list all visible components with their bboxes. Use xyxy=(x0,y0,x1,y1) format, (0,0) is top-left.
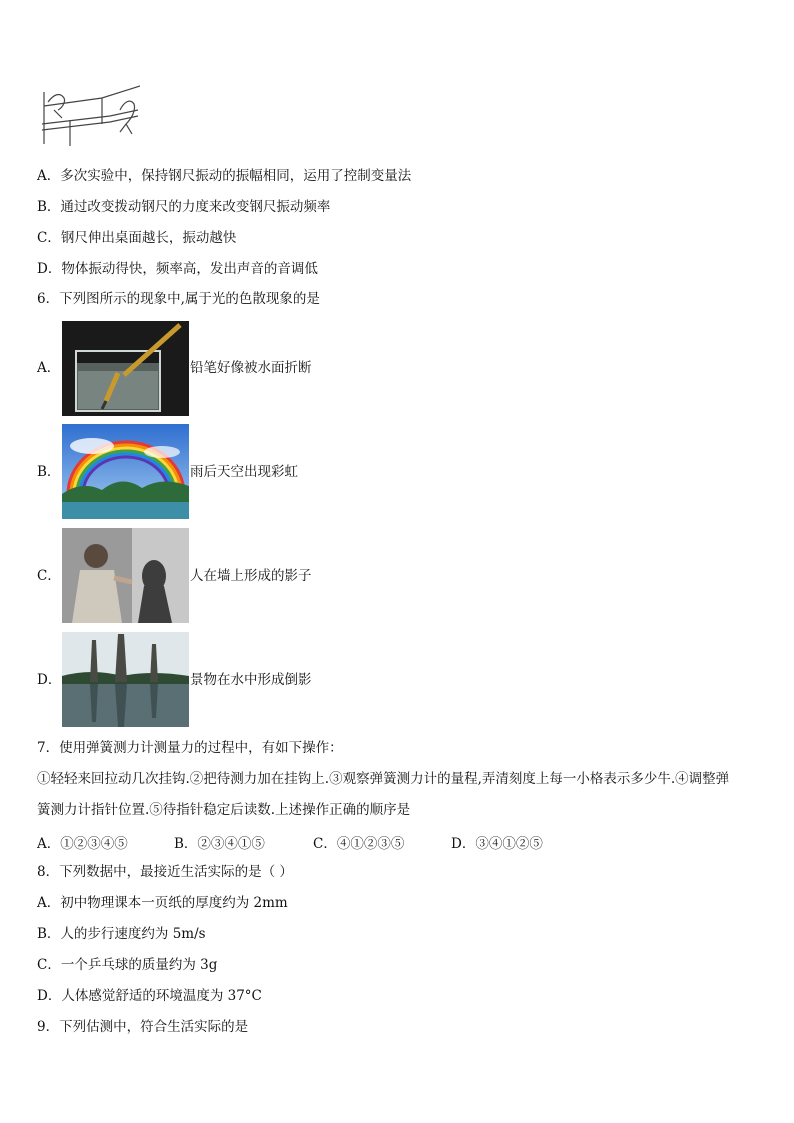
rainbow-image xyxy=(62,424,189,519)
q5-option-d: D．物体振动得快，频率高，发出声音的音调低 xyxy=(37,261,318,277)
q6-option-d-letter: D． xyxy=(37,672,62,688)
q6-option-d-caption: 景物在水中形成倒影 xyxy=(190,672,312,688)
q8-option-c: C．一个乒乓球的质量约为 3g xyxy=(37,957,218,973)
ruler-vibration-figure xyxy=(40,84,140,150)
q8-stem: 8．下列数据中，最接近生活实际的是（ ） xyxy=(37,864,293,880)
q7-body-line-2: 簧测力计指针位置.⑤待指针稳定后读数.上述操作正确的顺序是 xyxy=(37,802,411,818)
pencil-in-water-image xyxy=(62,321,189,416)
q7-stem: 7．使用弹簧测力计测量力的过程中，有如下操作： xyxy=(37,740,343,756)
q6-option-b-caption: 雨后天空出现彩虹 xyxy=(190,464,298,480)
q7-body-line-1: ①轻轻来回拉动几次挂钩.②把待测力加在挂钩上.③观察弹簧测力计的量程,弄清刻度上每一小格表示多少牛.④调整弹 xyxy=(37,771,730,787)
q9-stem: 9．下列估测中，符合生活实际的是 xyxy=(37,1019,249,1035)
q6-option-a-caption: 铅笔好像被水面折断 xyxy=(190,360,312,376)
q8-option-d: D．人体感觉舒适的环境温度为 37°C xyxy=(37,988,262,1004)
shadow-on-wall-image xyxy=(62,528,189,623)
q7-option-a: A．①②③④⑤ xyxy=(37,836,128,852)
q6-option-c-caption: 人在墙上形成的影子 xyxy=(190,568,312,584)
q7-option-b: B．②③④①⑤ xyxy=(174,836,265,852)
q8-option-a: A．初中物理课本一页纸的厚度约为 2mm xyxy=(37,895,288,911)
q6-option-c-letter: C． xyxy=(37,568,61,584)
q8-option-b: B．人的步行速度约为 5m/s xyxy=(37,926,206,942)
q7-options-row xyxy=(37,832,543,852)
q6-option-a-letter: A． xyxy=(37,360,61,376)
q6-stem: 6．下列图所示的现象中,属于光的色散现象的是 xyxy=(37,291,320,307)
reflection-in-water-image xyxy=(62,632,189,727)
q7-option-d: D．③④①②⑤ xyxy=(451,836,543,852)
q5-option-a: A．多次实验中，保持钢尺振动的振幅相同，运用了控制变量法 xyxy=(37,168,412,184)
q5-option-c: C．钢尺伸出桌面越长，振动越快 xyxy=(37,230,237,246)
q7-option-c: C．④①②③⑤ xyxy=(313,836,405,852)
q5-option-b: B．通过改变拨动钢尺的力度来改变钢尺振动频率 xyxy=(37,199,331,215)
q6-option-b-letter: B． xyxy=(37,464,61,480)
